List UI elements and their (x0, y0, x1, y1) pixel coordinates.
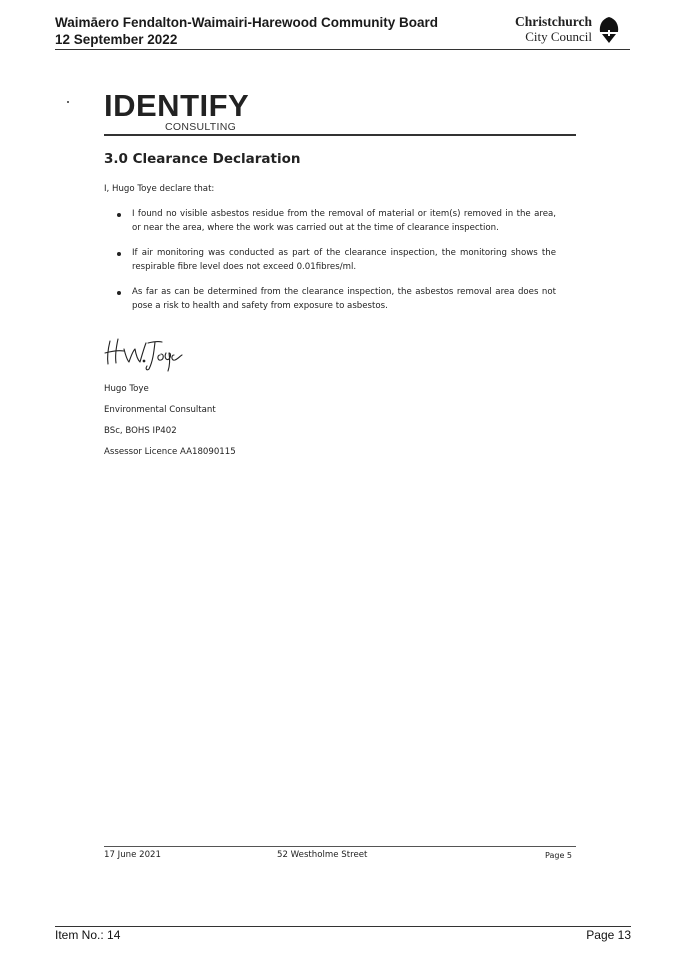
letterhead-divider (104, 134, 576, 136)
list-item (104, 285, 556, 313)
logo-wordmark: IDENTIFY (104, 88, 250, 123)
logo-subtitle: CONSULTING (165, 121, 237, 133)
list-item-text: I found no visible asbestos residue from the removal of material or item(s) removed in the area, or near the area, where the work was carried out at the time of clearance inspection. (132, 209, 556, 233)
meeting-date: 12 September 2022 (55, 32, 178, 47)
council-emblem-icon (596, 16, 622, 44)
list-item (104, 207, 556, 235)
logo-line-1: Christchurch (514, 14, 592, 29)
board-header (55, 14, 438, 48)
site-address: 52 Westholme Street (277, 850, 368, 860)
christchurch-city-council-logo (514, 14, 622, 46)
item-number: Item No.: 14 (55, 928, 121, 942)
section-heading: 3.0 Clearance Declaration (104, 151, 301, 167)
signatory-licence: Assessor Licence AA18090115 (104, 447, 236, 457)
signatory-qualifications: BSc, BOHS IP402 (104, 426, 177, 436)
logo-line-2: City Council (525, 29, 592, 44)
scan-speck (67, 101, 69, 103)
handwritten-signature (102, 331, 186, 373)
header-divider (55, 49, 630, 50)
bullet-icon (117, 291, 121, 295)
list-item-text: If air monitoring was conducted as part of the clearance inspection, the monitoring shows the respirable fibre level does not exceed 0.01fibres/ml. (132, 248, 556, 272)
identify-consulting-logo (104, 90, 254, 134)
document-footer-divider (104, 846, 576, 847)
declaration-intro: I, Hugo Toye declare that: (104, 184, 215, 194)
bullet-icon (117, 213, 121, 217)
page-number: Page 13 (586, 928, 631, 942)
board-name: Waimāero Fendalton-Waimairi-Harewood Community Board (55, 15, 439, 30)
document-page-number: Page 5 (545, 851, 572, 860)
document-date: 17 June 2021 (104, 850, 161, 860)
signatory-title: Environmental Consultant (104, 405, 216, 415)
declaration-list (104, 207, 556, 324)
bullet-icon (117, 252, 121, 256)
page-footer-divider (55, 926, 631, 927)
list-item-text: As far as can be determined from the clearance inspection, the asbestos removal area does not pose a risk to health and safety from exposure to asbestos. (132, 287, 556, 311)
signatory-name: Hugo Toye (104, 384, 149, 394)
list-item (104, 246, 556, 274)
